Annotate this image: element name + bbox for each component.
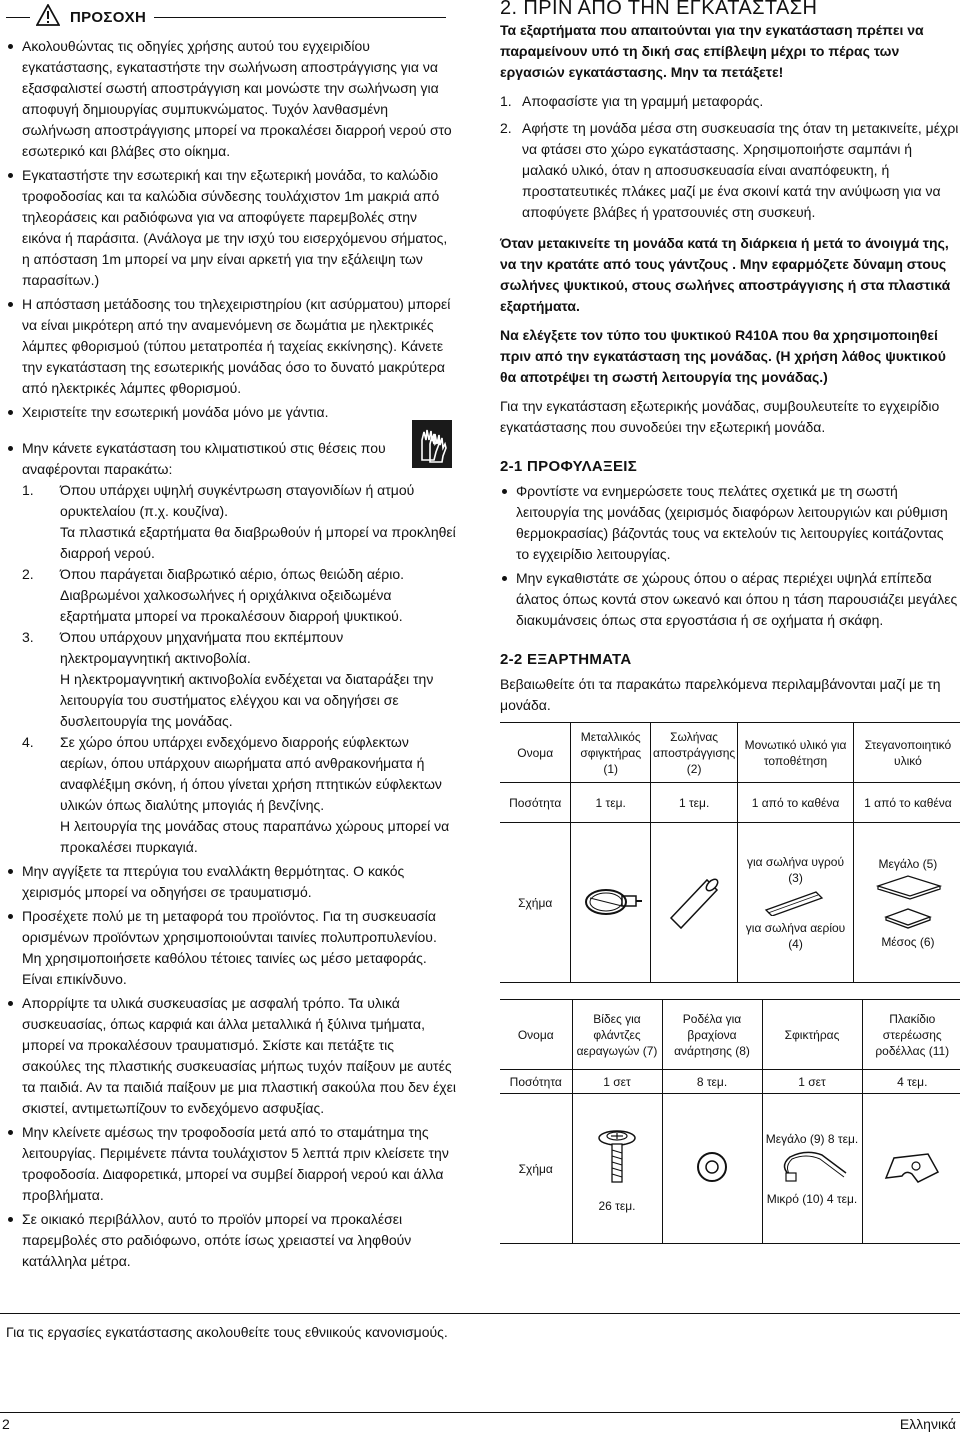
- washer-icon: [687, 1142, 737, 1192]
- clamp-shape: [762, 1094, 862, 1244]
- clamp-large-label: Μεγάλο (9) 8 τεμ.: [765, 1131, 859, 1146]
- caution-rule: [154, 17, 446, 18]
- accessories-table-1: [500, 722, 960, 983]
- warning-triangle-icon: [36, 4, 60, 26]
- section-2-1-title: 2-1 ΠΡΟΦΥΛΑΞΕΙΣ: [500, 458, 638, 475]
- shape-label: Σχήμα: [500, 823, 571, 983]
- footer-rule: [0, 1412, 960, 1413]
- sealing-medium-label: Μέσος (6): [881, 934, 935, 949]
- item-text: Διαβρωμένοι χαλκοσωλήνες ή οριχάλκινα οξειδωμένα εξαρτήματα μπορεί να προκαλέσουν διαρροή ψυκτικού.: [60, 587, 403, 624]
- table-cell: 1 από το καθένα: [738, 783, 854, 823]
- caution-title: ΠΡΟΣΟΧΗ: [70, 9, 147, 26]
- list-item: Απορρίψτε τα υλικά συσκευασίας με ασφαλή τρόπο. Τα υλικά συσκευασίας, όπως καρφιά και άλλα μεταλλικά ή ξύλινα τμήματα, μπορεί να προκαλέσουν τραυματισμό. Σκίστε και πετάξτε τις σακούλες της πλαστικής συσκευασίας μήπως τυχόν παίξουν με αυτές τα παιδιά. Αν τα παιδιά παίξουν με μια πλαστική σακούλα που δεν έχει σκιστεί, αντιμετωπίζουν το ενδεχόμενο ασφυξίας.: [6, 993, 456, 1119]
- caution-header: [6, 0, 456, 32]
- list-item: Εγκαταστήστε την εσωτερική και την εξωτερική μονάδα, το καλώδιο τροφοδοσίας και τα καλώδια σύνδεσης τουλάχιστον 1m μακριά από τηλεοράσεις και ραδιόφωνα για να αποφύγετε παρεμβολές στην εικόνα ή παράσιτα. (Ανάλογα με την ισχύ του εισερχόμενου σήματος, η απόσταση 1m μπορεί να μην είναι αρκετή για την εξάλειψη των παρασίτων.): [6, 165, 456, 291]
- table-cell: 1 τεμ.: [651, 783, 738, 823]
- table-cell: 1 σετ: [572, 1070, 662, 1094]
- name-label: Ονομα: [500, 1000, 572, 1070]
- install-intro: Μην κάνετε εγκατάσταση του κλιματιστικού στις θέσεις που αναφέρονται παρακάτω:: [22, 440, 386, 477]
- plate-shape: [862, 1094, 960, 1244]
- drain-hose-icon: [659, 866, 729, 936]
- numbered-item: [500, 91, 960, 112]
- refrigerant-warning: Να ελέγξετε τον τύπο του ψυκτικού R410A που θα χρησιμοποιηθεί πριν από την εγκατάσταση της μονάδας. (Η χρήση λάθος ψυκτικού θα αποτρέψει τη σωστή λειτουργία της μονάδας.): [500, 327, 946, 385]
- install-locations-list: [6, 438, 456, 1272]
- list-item: Προσέχετε πολύ με τη μεταφορά του προϊόντος. Για τη συσκευασία ορισμένων προϊόντων χρησιμοποιούνται ταινίες πολυπροπυλενίου. Μη χρησιμοποιήσετε καθόλου τέτοιες ταινίες ως μέσο μεταφοράς. Είναι επικίνδυνο.: [6, 906, 456, 990]
- numbered-item: [22, 732, 456, 858]
- right-column: [500, 0, 960, 1244]
- qty-label: Ποσότητα: [500, 783, 571, 823]
- list-item: Σε οικιακό περιβάλλον, αυτό το προϊόν μπορεί να προκαλέσει παρεμβολές στο ραδιόφωνο, οπότε ίσως χρειαστεί να ληφθούν κατάλληλα μέτρα.: [6, 1209, 456, 1272]
- list-item: Μην κλείνετε αμέσως την τροφοδοσία μετά από το σταμάτημα της λειτουργίας. Περιμένετε πάντα τουλάχιστον 5 λεπτά πριν κλείσετε την τροφοδοσία. Διαφορετικά, μπορεί να συμβεί διαρροή νερού και άλλα προβλήματα.: [6, 1122, 456, 1206]
- hose-shape: [651, 823, 738, 983]
- item-number: 1.: [22, 482, 34, 498]
- sealing-large-label: Μεγάλο (5): [878, 856, 938, 871]
- qty-label: Ποσότητα: [500, 1070, 572, 1094]
- table-cell: Στεγανοποιητικό υλικό: [853, 723, 960, 783]
- table-cell: Βίδες για φλάντζες αεραγωγών (7): [572, 1000, 662, 1070]
- table-cell: 1 από το καθένα: [853, 783, 960, 823]
- item-number: 1.: [500, 93, 512, 109]
- insulation-shape: [738, 823, 854, 983]
- insulation-liquid-label: για σωλήνα υγρού (3): [746, 854, 845, 885]
- sealing-pad-small-icon: [878, 904, 938, 930]
- accessories-intro: Βεβαιωθείτε ότι τα παρακάτω παρελκόμενα περιλαμβάνονται μαζί με τη μονάδα.: [500, 676, 941, 713]
- numbered-item: [22, 564, 456, 627]
- item-number: 2.: [22, 566, 34, 582]
- language-label: Ελληνικά: [899, 1416, 956, 1432]
- precautions-list: [500, 481, 960, 631]
- metal-clamp-icon: [576, 876, 646, 926]
- section-2-intro: Τα εξαρτήματα που απαιτούνται για την εγκατάσταση πρέπει να παραμείνουν υπό τη δική σας επίβλεψη μέχρι το πέρας των εργασιών εγκατάστασης. Μην τα πετάξετε!: [500, 22, 924, 80]
- list-item: [6, 438, 456, 858]
- caution-rule-left: [6, 17, 30, 18]
- list-item: Ακολουθώντας τις οδηγίες χρήσης αυτού του εγχειριδίου εγκατάστασης, εγκαταστήστε την σωλήνωση αποστράγγισης για να εξασφαλιστεί σωστή αποστράγγιση και μονώστε την σωλήνωση για αποφυγή δημιουργίας συμπυκνώματος. Τυχόν λανθασμένη σωλήνωση αποστράγγισης μπορεί να προκαλέσει διαρροή νερού στο εσωτερικό και βλάβες στο οίκημα.: [6, 36, 456, 162]
- gloves-icon: [412, 420, 452, 468]
- page-number: 2: [2, 1416, 10, 1432]
- caution-list: [6, 36, 456, 423]
- numbered-list: [22, 480, 456, 858]
- accessories-table-2: [500, 999, 960, 1244]
- section-2-2-title: 2-2 ΕΞΑΡΤΗΜΑΤΑ: [500, 651, 632, 668]
- washer-shape: [662, 1094, 762, 1244]
- bottom-note: Για τις εργασίες εγκατάστασης ακολουθείτε τους εθνιικούς κανονισμούς.: [6, 1324, 448, 1340]
- item-text: Όπου υπάρχει υψηλή συγκέντρωση σταγονιδίων ή ατμού ορυκτελαίου (π.χ. κουζίνα).: [60, 482, 415, 519]
- sealing-pad-icon: [868, 872, 948, 900]
- table-cell: 1 σετ: [762, 1070, 862, 1094]
- insulation-gas-label: για σωλήνα αερίου (4): [745, 920, 846, 951]
- item-number: 4.: [22, 734, 34, 750]
- table-cell: Σωλήνας αποστράγγισης (2): [651, 723, 738, 783]
- list-item: Φροντίστε να ενημερώσετε τους πελάτες σχετικά με τη σωστή λειτουργία της μονάδας (χειρισμός διαφόρων λειτουργιών και ρύθμιση θερμοκρασίας) βάζοντάς τους να εκτελούν τις λειτουργίες κοιτάζοντας το εγχειρίδιο λειτουργίας.: [500, 481, 960, 565]
- item-text: Αποφασίστε για τη γραμμή μεταφοράς.: [522, 93, 764, 109]
- outdoor-unit-note: Για την εγκατάσταση εξωτερικής μονάδας, συμβουλευτείτε το εγχειρίδιο εγκατάστασης που συνοδεύει την εξωτερική μονάδα.: [500, 398, 940, 435]
- name-label: Ονομα: [500, 723, 571, 783]
- clamp-small-label: Μικρό (10) 4 τεμ.: [766, 1191, 858, 1206]
- shape-label: Σχήμα: [500, 1094, 572, 1244]
- table-cell: Πλακίδιο στερέωσης ροδέλλας (11): [862, 1000, 960, 1070]
- item-number: 2.: [500, 120, 512, 136]
- list-item: Μην αγγίξετε τα πτερύγια του εναλλάκτη θερμότητας. Ο κακός χειρισμός μπορεί να οδηγήσει σε τραυματισμό.: [6, 861, 456, 903]
- item-text: Η ηλεκτρομαγνητική ακτινοβολία ενδέχεται να διαταράξει την λειτουργία του συστήματος ελέγχου και να οδηγήσει σε δυσλειτουργία της μονάδας.: [60, 671, 434, 729]
- section-2-steps: [500, 91, 960, 223]
- item-text: Σε χώρο όπου υπάρχει ενδεχόμενο διαρροής εύφλεκτων αερίων, όπου υπάρχουν αιωρήματα από ανθρακονήματα ή αναφλέξιμη σκόνη, ή όπου γίνεται χρήση πτητικών εύφλεκτων υλικών όπως διαλύτης μπογιάς ή βενζίνης.: [60, 734, 442, 813]
- cable-tie-icon: [772, 1147, 852, 1187]
- screws-shape: [572, 1094, 662, 1244]
- left-column: [6, 0, 456, 1275]
- numbered-item: [500, 118, 960, 223]
- item-text: Όπου παράγεται διαβρωτικό αέριο, όπως θειώδη αέριο.: [60, 566, 405, 582]
- table-cell: 8 τεμ.: [662, 1070, 762, 1094]
- sealing-shape: [853, 823, 960, 983]
- fixing-plate-icon: [872, 1142, 952, 1192]
- table-cell: 1 τεμ.: [571, 783, 651, 823]
- item-text: Η λειτουργία της μονάδας στους παραπάνω χώρους μπορεί να προκαλέσει πυρκαγιά.: [60, 818, 450, 855]
- handling-warning: Όταν μετακινείτε τη μονάδα κατά τη διάρκεια ή μετά το άνοιγμά της, να την κρατάτε από τους γάντζους . Μην εφαρμόζετε δύναμη στους σωλήνες ψυκτικού, στους σωλήνες αποστράγγισης ή στα πλαστικά εξαρτήματα.: [500, 235, 951, 314]
- section-2-title: 2. ΠΡΙΝ ΑΠΟ ΤΗΝ ΕΓΚΑΤΑΣΤΑΣΗ: [500, 0, 818, 19]
- insulation-tube-icon: [756, 886, 836, 916]
- list-item: Χειριστείτε την εσωτερική μονάδα μόνο με γάντια.: [6, 402, 456, 423]
- item-number: 3.: [22, 629, 34, 645]
- item-text: Όπου υπάρχουν μηχανήματα που εκπέμπουν ηλεκτρομαγνητική ακτινοβολία.: [60, 629, 344, 666]
- clamp-shape: [571, 823, 651, 983]
- table-cell: Μεταλλικός σφιγκτήρας (1): [571, 723, 651, 783]
- item-text: Τα πλαστικά εξαρτήματα θα διαβρωθούν ή μπορεί να προκληθεί διαρροή νερού.: [60, 524, 456, 561]
- column-separator: [0, 1313, 960, 1314]
- screw-icon: [587, 1124, 647, 1194]
- table-cell: Σφικτήρας: [762, 1000, 862, 1070]
- numbered-item: [22, 480, 456, 564]
- numbered-item: [22, 627, 456, 732]
- table-cell: Μονωτικό υλικό για τοποθέτηση: [738, 723, 854, 783]
- table-cell: 4 τεμ.: [862, 1070, 960, 1094]
- table-cell: Ροδέλα για βραχίονα ανάρτησης (8): [662, 1000, 762, 1070]
- list-item: Μην εγκαθιστάτε σε χώρους όπου ο αέρας περιέχει υψηλά επίπεδα άλατος όπως κοντά στον ωκεανό και όπου η τάση παρουσιάζει μεγάλες διακυμάνσεις όπως στα εργοστάσια ή σε οχήματα ή σκάφη.: [500, 568, 960, 631]
- list-item: Η απόσταση μετάδοσης του τηλεχειριστηρίου (κιτ ασύρματου) μπορεί να είναι μικρότερη από την αναμενόμενη σε δωμάτια με ηλεκτρικές λάμπες φθορισμού (τύπου μετατροπέα ή ταχείας εκκίνησης). Κάνετε την εγκατάσταση της εσωτερικής μονάδας όσο το δυνατό μακρύτερα από ηλεκτρικές λάμπες φθορισμού.: [6, 294, 456, 399]
- screws-count: 26 τεμ.: [598, 1198, 636, 1213]
- item-text: Αφήστε τη μονάδα μέσα στη συσκευασία της όταν τη μετακινείτε, μέχρι να φτάσει στο χώρο εγκατάστασης. Χρησιμοποιήστε σαμπάνι ή μαλακό υλικό, όταν η αποσυσκευασία είναι αναπόφευκτη, ή προστατευτικές πλάκες μαζί με ένα σκοινί κατά την ανύψωση για να αποφύγετε βλάβες ή γρατσουνιές στη συσκευή.: [522, 120, 959, 220]
